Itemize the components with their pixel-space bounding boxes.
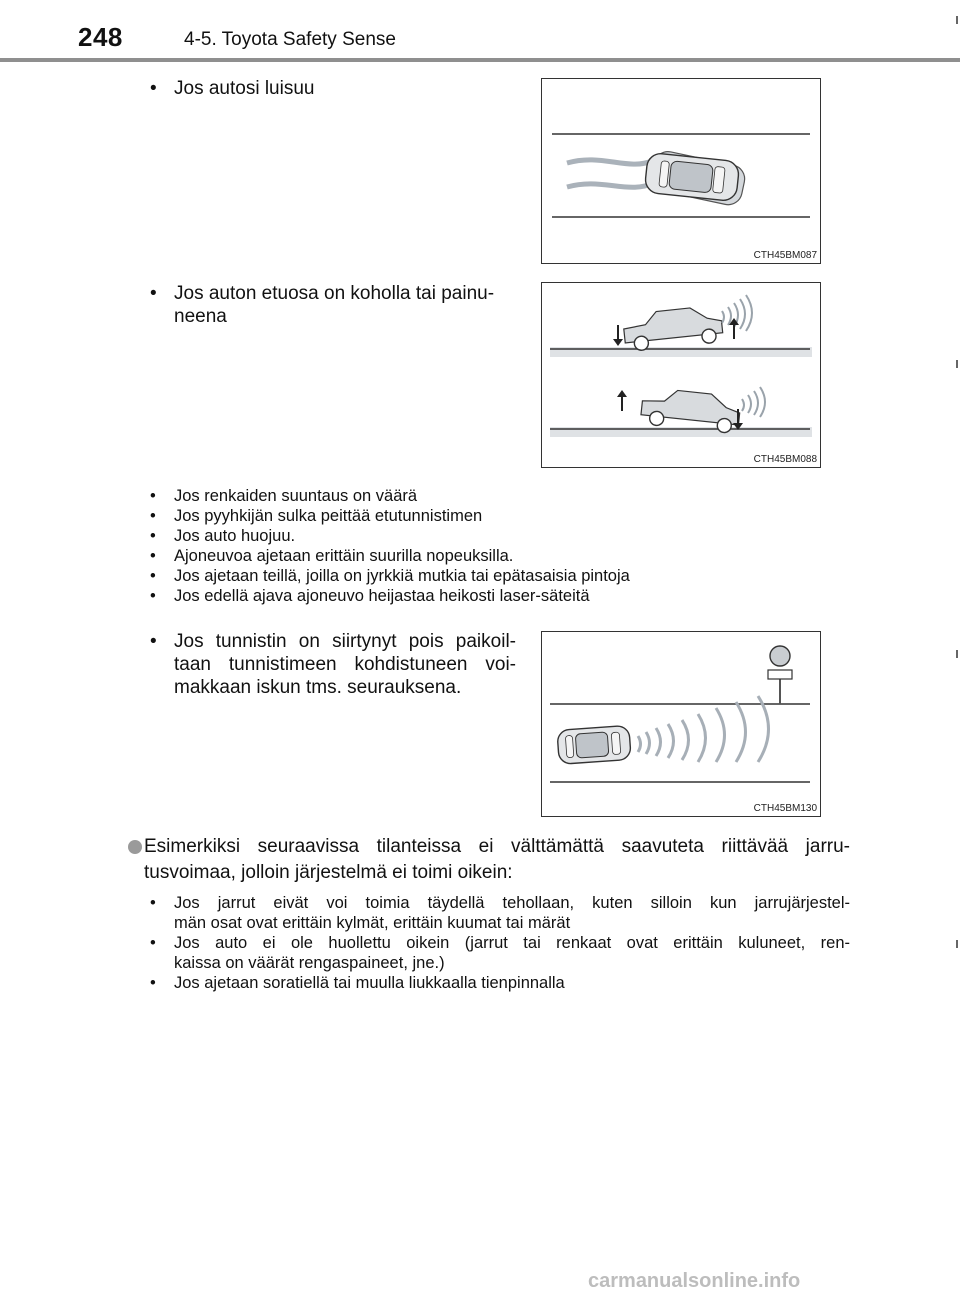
figure-code: CTH45BM130 bbox=[753, 803, 817, 814]
list-item: • Jos auto huojuu. bbox=[150, 526, 850, 546]
list-item-text: Jos renkaiden suuntaus on väärä bbox=[174, 487, 418, 505]
header-rule bbox=[0, 58, 960, 62]
list-item-line1: Jos jarrut eivät voi toimia täydellä tehollaan, kuten silloin kun jarrujärjestel- bbox=[174, 894, 850, 912]
skid-illustration bbox=[542, 79, 822, 265]
bullet-item-front-raised bbox=[150, 282, 530, 328]
list-item: • Jos auto ei ole huollettu oikein (jarrut tai renkaat ovat erittäin kuluneet, ren- kaissa on väärät rengaspaineet, jne.) bbox=[150, 934, 850, 972]
bullet-text-line1: Jos tunnistin on siirtynyt pois paikoil- bbox=[174, 631, 516, 652]
list-item-line2: kaissa on väärät rengaspaineet, jne.) bbox=[174, 954, 445, 972]
list-item: • Jos ajetaan soratiellä tai muulla liukkaalla tienpinnalla bbox=[150, 973, 850, 993]
edge-mark bbox=[956, 650, 958, 658]
main-paragraph-line1: Esimerkiksi seuraavissa tilanteissa ei välttämättä saavuteta riittävää jarru- bbox=[144, 836, 850, 857]
list-item-text: Jos ajetaan teillä, joilla on jyrkkiä mutkia tai epätasaisia pintoja bbox=[174, 567, 630, 585]
bullet-text-line2: neena bbox=[174, 306, 227, 327]
list-item-text: Jos auto huojuu. bbox=[174, 527, 296, 545]
list-item: • Jos renkaiden suuntaus on väärä bbox=[150, 486, 850, 506]
watermark: carmanualsonline.info bbox=[588, 1270, 801, 1292]
bullet-text: Jos autosi luisuu bbox=[174, 78, 315, 99]
section-title: 4-5. Toyota Safety Sense bbox=[184, 29, 396, 50]
list-item: • Jos jarrut eivät voi toimia täydellä tehollaan, kuten silloin kun jarrujärjestel- män osat ovat erittäin kylmät, erittäin kuumat tai märät bbox=[150, 894, 850, 932]
bullet-item-sensor-moved bbox=[150, 630, 516, 699]
edge-mark bbox=[956, 940, 958, 948]
list-item: • Ajoneuvoa ajetaan erittäin suurilla nopeuksilla. bbox=[150, 546, 850, 566]
edge-mark bbox=[956, 16, 958, 24]
figure-car-pitch bbox=[541, 282, 821, 468]
list-item-text: Jos edellä ajava ajoneuvo heijastaa heikosti laser-säteitä bbox=[174, 587, 590, 605]
figure-sensor-misaligned bbox=[541, 631, 821, 817]
bullet-text-line3: makkaan iskun tms. seurauksena. bbox=[174, 677, 462, 698]
main-paragraph bbox=[130, 834, 850, 886]
figure-code: CTH45BM088 bbox=[753, 454, 817, 465]
bullet-text-line1: Jos auton etuosa on koholla tai painu- bbox=[174, 283, 495, 304]
circle-bullet-icon bbox=[128, 840, 142, 854]
page-number: 248 bbox=[78, 22, 123, 52]
page-header bbox=[0, 0, 960, 62]
list-item: • Jos pyyhkijän sulka peittää etutunnistimen bbox=[150, 506, 850, 526]
sensor-illustration bbox=[542, 632, 822, 818]
list-item-line2: män osat ovat erittäin kylmät, erittäin kuumat tai märät bbox=[174, 914, 571, 932]
bullet-text-line2: taan tunnistimeen kohdistuneen voi- bbox=[174, 654, 516, 675]
bullet-dot: • bbox=[150, 78, 157, 99]
list-item-text: Ajoneuvoa ajetaan erittäin suurilla nopeuksilla. bbox=[174, 547, 514, 565]
list-item: • Jos ajetaan teillä, joilla on jyrkkiä mutkia tai epätasaisia pintoja bbox=[150, 566, 850, 586]
bullet-dot: • bbox=[150, 283, 157, 304]
list-item-line1: Jos auto ei ole huollettu oikein (jarrut tai renkaat ovat erittäin kuluneet, ren- bbox=[174, 934, 850, 952]
figure-car-skid bbox=[541, 78, 821, 264]
bullet-dot: • bbox=[150, 631, 157, 652]
list-item-text: Jos pyyhkijän sulka peittää etutunnistimen bbox=[174, 507, 483, 525]
list-item-line1: Jos ajetaan soratiellä tai muulla liukkaalla tienpinnalla bbox=[174, 974, 565, 992]
figure-code: CTH45BM087 bbox=[753, 250, 817, 261]
brake-condition-list bbox=[150, 893, 850, 993]
edge-mark bbox=[956, 360, 958, 368]
bullet-item-skid bbox=[150, 77, 510, 100]
main-paragraph-line2: tusvoimaa, jolloin järjestelmä ei toimi oikein: bbox=[144, 862, 513, 883]
condition-list bbox=[150, 486, 850, 606]
pitch-illustration bbox=[542, 283, 822, 469]
list-item: • Jos edellä ajava ajoneuvo heijastaa heikosti laser-säteitä bbox=[150, 586, 850, 606]
